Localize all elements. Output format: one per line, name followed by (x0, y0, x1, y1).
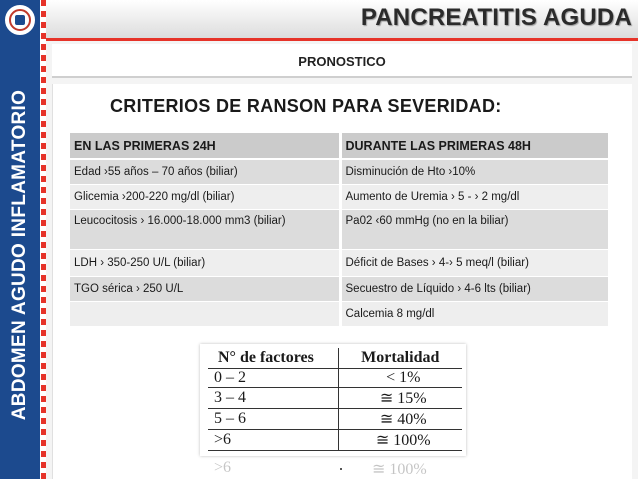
table-row (208, 429, 462, 450)
mortality-cell: < 1% (338, 368, 462, 387)
section-subtitle: PRONOSTICO (298, 54, 386, 69)
criteria-cell: Calcemia 8 mg/dl (340, 301, 608, 326)
criteria-cell: Glicemia ›200-220 mg/dl (biliar) (70, 184, 340, 209)
mortality-cell: ≅ 15% (338, 387, 462, 408)
factors-cell: 5 – 6 (208, 408, 338, 429)
criteria-cell: Secuestro de Líquido › 4-6 lts (biliar) (340, 276, 608, 301)
criteria-cell: Pa02 ‹60 mmHg (no en la biliar) (340, 209, 608, 249)
reflection-factors: >6 (214, 459, 232, 476)
title-bar (46, 0, 638, 38)
table-row (70, 249, 608, 276)
sidebar-label: ABDOMEN AGUDO INFLAMATORIO (9, 89, 30, 421)
factors-cell: >6 (208, 429, 338, 450)
criteria-cell: Aumento de Uremia › 5 - › 2 mg/dl (340, 184, 608, 209)
table-reflection (208, 459, 462, 479)
criteria-cell (70, 301, 340, 326)
factors-cell: 0 – 2 (208, 368, 338, 387)
criteria-cell: TGO sérica › 250 U/L (70, 276, 340, 301)
hospital-logo-icon (3, 3, 37, 37)
section-heading: CRITERIOS DE RANSON PARA SEVERIDAD: (110, 96, 502, 116)
mortality-table (208, 348, 462, 451)
footer-dot (340, 468, 342, 470)
column-header-48h: DURANTE LAS PRIMERAS 48H (340, 133, 608, 159)
ranson-criteria-table (70, 133, 608, 326)
table-row (70, 159, 608, 184)
column-header-24h: EN LAS PRIMERAS 24H (70, 133, 340, 159)
mortality-header-factors: N° de factores (208, 348, 338, 368)
table-row (70, 301, 608, 326)
criteria-cell: Déficit de Bases › 4-› 5 meq/l (biliar) (340, 249, 608, 276)
page-title: PANCREATITIS AGUDA (360, 4, 632, 31)
table-row (70, 276, 608, 301)
factors-cell: 3 – 4 (208, 387, 338, 408)
mortality-cell: ≅ 100% (338, 429, 462, 450)
table-row (70, 184, 608, 209)
table-row (208, 387, 462, 408)
table-row (208, 368, 462, 387)
criteria-cell: LDH › 350-250 U/L (biliar) (70, 249, 340, 276)
sidebar (0, 0, 40, 479)
criteria-cell: Edad ›55 años – 70 años (biliar) (70, 159, 340, 184)
table-row (70, 209, 608, 249)
criteria-cell: Leucocitosis › 16.000-18.000 mm3 (biliar) (70, 209, 340, 249)
subtitle-bar (52, 44, 632, 78)
criteria-cell: Disminución de Hto ›10% (340, 159, 608, 184)
table-row (208, 408, 462, 429)
sidebar-label-wrap (2, 80, 38, 430)
reflection-rate: ≅ 100% (372, 461, 427, 478)
mortality-header-rate: Mortalidad (338, 348, 462, 368)
mortality-cell: ≅ 40% (338, 408, 462, 429)
